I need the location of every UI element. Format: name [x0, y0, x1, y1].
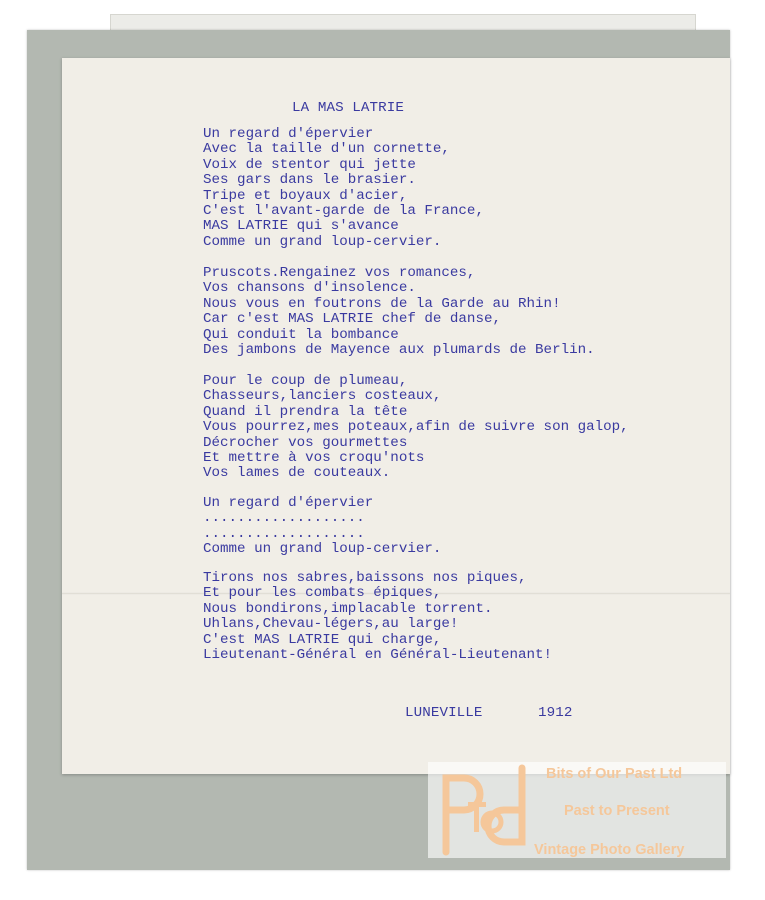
verse-line: Chasseurs,lanciers costeaux,: [203, 388, 442, 405]
verse-line: C'est l'avant-garde de la France,: [203, 202, 484, 219]
stanza-5: [203, 571, 552, 663]
verse-line: Et mettre à vos croqu'nots: [203, 449, 425, 466]
verse-line: Un regard d'épervier: [203, 495, 374, 511]
stanza-3: [203, 374, 629, 482]
verse-line: C'est MAS LATRIE qui charge,: [203, 631, 442, 648]
verse-line: Quand il prendra la tête: [203, 403, 408, 420]
verse-line: Car c'est MAS LATRIE chef de danse,: [203, 311, 501, 328]
verse-line: MAS LATRIE qui s'avance: [203, 218, 399, 235]
verse-line: Pruscots.Rengainez vos romances,: [203, 265, 476, 281]
verse-line: ...................: [203, 525, 365, 542]
verse-line: ...................: [203, 510, 365, 527]
verse-line: Tripe et boyaux d'acier,: [203, 187, 408, 204]
place-name: LUNEVILLE: [405, 705, 483, 721]
year: 1912: [538, 705, 573, 721]
poem-title: LA MAS LATRIE: [292, 100, 404, 116]
stanza-2: [203, 266, 595, 358]
verse-line: Lieutenant-Général en Général-Lieutenant!: [203, 646, 553, 663]
verse-line: Vous pourrez,mes poteaux,afin de suivre son galop,: [203, 419, 629, 436]
stanza-1: [203, 127, 484, 250]
verse-line: Un regard d'épervier: [203, 126, 374, 142]
verse-line: Tirons nos sabres,baissons nos piques,: [203, 570, 527, 586]
verse-line: Avec la taille d'un cornette,: [203, 141, 450, 158]
verse-line: Voix de stentor qui jette: [203, 156, 416, 173]
ptop-logo-icon: [434, 764, 534, 860]
verse-line: Nous bondirons,implacable torrent.: [203, 600, 493, 617]
verse-line: Des jambons de Mayence aux plumards de Berlin.: [203, 341, 595, 358]
verse-line: Et pour les combats épiques,: [203, 585, 442, 602]
verse-line: Qui conduit la bombance: [203, 326, 399, 343]
verse-line: Pour le coup de plumeau,: [203, 373, 408, 389]
verse-line: Comme un grand loup-cervier.: [203, 541, 442, 558]
verse-line: Uhlans,Chevau-légers,au large!: [203, 616, 459, 633]
verse-line: Vos lames de couteaux.: [203, 465, 391, 482]
watermark-tagline: Past to Present: [564, 803, 670, 819]
verse-line: Nous vous en foutrons de la Garde au Rhin!: [203, 295, 561, 312]
watermark-company: Bits of Our Past Ltd: [546, 766, 683, 782]
watermark-gallery: Vintage Photo Gallery: [534, 842, 685, 858]
verse-line: Comme un grand loup-cervier.: [203, 233, 442, 250]
verse-line: Ses gars dans le brasier.: [203, 172, 416, 189]
verse-line: Vos chansons d'insolence.: [203, 280, 416, 297]
stanza-4: [203, 496, 441, 558]
verse-line: Décrocher vos gourmettes: [203, 434, 408, 451]
